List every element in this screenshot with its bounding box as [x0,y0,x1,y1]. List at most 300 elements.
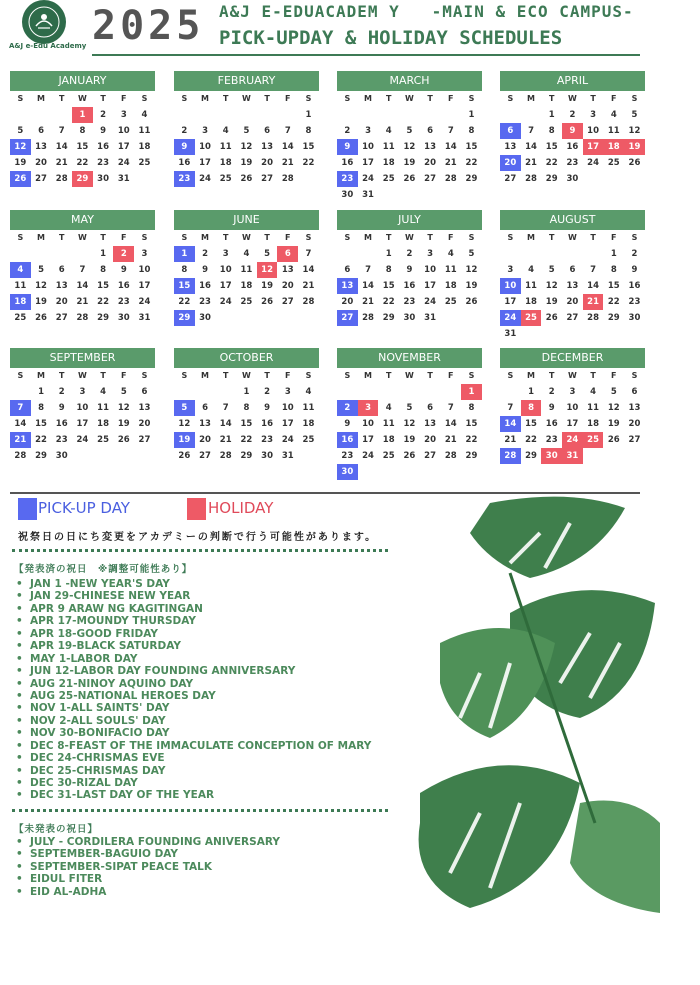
empty-day-cell [113,448,134,464]
month-november [337,348,482,480]
day-cell: 24 [76,435,89,445]
pickup-day-cell: 20 [500,155,521,171]
week-row [337,432,482,448]
week-row [337,262,482,278]
empty-day-cell [603,448,624,464]
week-row [337,278,482,294]
day-cell: 7 [365,265,371,275]
week-row [500,416,645,432]
month-header: AUGUST [500,210,645,230]
day-cell: 31 [504,329,517,339]
empty-day-cell [337,107,358,123]
day-cell: 5 [243,126,250,136]
academy-title: A&J E-EDUACADEM Y -MAIN & ECO CAMPUS- [219,2,634,21]
day-cell: 3 [590,110,597,120]
day-cell: 1 [610,249,617,259]
month-december [500,348,645,464]
day-cell: 8 [79,126,86,136]
holiday-list-item: • DEC 31-LAST DAY OF THE YEAR [16,789,371,801]
header-divider [92,54,640,56]
week-row [10,262,155,278]
day-cell: 24 [117,158,130,168]
day-cell: 22 [465,158,478,168]
day-cell: 3 [365,126,371,136]
empty-day-cell [420,187,441,203]
day-cell: 18 [302,419,315,429]
weekday-label: W [404,94,414,103]
day-cell: 13 [35,142,47,152]
day-cell: 6 [58,265,65,275]
weekday-label: S [507,233,514,242]
day-cell: 17 [362,435,374,445]
day-cell: 6 [202,403,208,413]
day-cell: 27 [199,451,211,461]
holiday-day-cell: 1 [72,107,93,123]
day-cell: 18 [219,158,232,168]
month-may [10,210,155,326]
week-row [337,171,482,187]
week-row [337,123,482,139]
day-cell: 23 [545,435,558,445]
empty-day-cell [500,107,521,123]
day-cell: 11 [138,126,151,136]
day-cell: 5 [468,249,475,259]
holiday-list-item: • DEC 30-RIZAL DAY [16,777,371,789]
day-cell: 9 [264,403,271,413]
day-cell: 15 [240,419,253,429]
week-row [500,123,645,139]
holiday-list-item: • EIDUL FITER [16,873,280,885]
pickup-day-cell: 13 [337,278,358,294]
holiday-list-item: • DEC 8-FEAST OF THE IMMACULATE CONCEPTION OF MARY [16,740,371,752]
day-cell: 21 [76,297,89,307]
day-cell: 30 [97,174,110,184]
weekday-label: W [241,371,251,380]
empty-day-cell [461,187,482,203]
day-cell: 17 [281,419,294,429]
empty-day-cell [521,107,542,123]
weekday-header-row [337,230,482,246]
schedule-title: PICK-UPDAY & HOLIDAY SCHEDULES [219,27,563,49]
day-cell: 14 [14,419,27,429]
day-cell: 12 [628,126,641,136]
day-cell: 25 [14,313,27,323]
day-cell: 27 [35,174,47,184]
week-row [337,187,482,203]
week-row [174,107,319,123]
day-cell: 15 [525,419,537,429]
week-row [10,294,155,310]
weekday-label: S [631,233,638,242]
day-cell: 19 [240,158,253,168]
week-row [10,171,155,187]
day-cell: 31 [281,451,294,461]
weekday-label: T [264,233,270,242]
day-cell: 3 [79,387,86,397]
pickup-day-cell: 28 [500,448,521,464]
day-cell: 26 [403,174,416,184]
empty-day-cell [541,246,562,262]
week-row [337,448,482,464]
day-cell: 17 [76,419,89,429]
day-cell: 17 [117,142,130,152]
day-cell: 13 [566,281,579,291]
month-june [174,210,319,326]
empty-day-cell [583,246,604,262]
day-cell: 10 [138,265,151,275]
month-header: APRIL [500,71,645,91]
empty-day-cell [440,464,461,480]
weekday-label: T [100,233,106,242]
holiday-day-cell: 29 [72,171,93,187]
day-cell: 7 [222,403,229,413]
day-cell: 5 [38,265,44,275]
day-cell: 5 [548,265,555,275]
week-row [337,384,482,400]
week-row [10,384,155,400]
day-cell: 11 [97,403,110,413]
day-cell: 6 [344,265,351,275]
unannounced-holidays-list [16,836,280,898]
day-cell: 29 [545,174,558,184]
weekday-label: M [201,371,210,380]
day-cell: 31 [138,313,151,323]
day-cell: 29 [35,451,47,461]
day-cell: 24 [362,451,374,461]
day-cell: 12 [607,403,620,413]
day-cell: 25 [97,435,110,445]
day-cell: 18 [382,158,395,168]
weekday-label: M [201,233,210,242]
day-cell: 20 [424,158,437,168]
week-row [500,278,645,294]
day-cell: 21 [55,158,68,168]
day-cell: 10 [199,142,211,152]
day-cell: 20 [566,297,579,307]
empty-day-cell [277,107,298,123]
weekday-label: F [121,233,127,242]
day-cell: 24 [199,174,211,184]
weekday-label: T [590,233,596,242]
day-cell: 3 [141,249,148,259]
day-cell: 2 [406,249,413,259]
day-cell: 1 [385,249,392,259]
pickup-day-cell: 18 [10,294,31,310]
day-cell: 28 [14,451,27,461]
weekday-label: M [37,371,46,380]
day-cell: 11 [219,142,232,152]
day-cell: 25 [444,297,457,307]
pickup-day-cell: 10 [500,278,521,294]
day-cell: 15 [76,142,89,152]
empty-day-cell [399,107,420,123]
empty-day-cell [461,464,482,480]
pickup-legend-label: PICK-UP DAY [38,499,130,517]
holiday-day-cell: 18 [603,139,624,155]
day-cell: 6 [141,387,148,397]
pickup-day-cell: 15 [174,278,195,294]
holiday-list-item: • APR 9 ARAW NG KAGITINGAN [16,603,371,615]
weekday-label: M [364,94,373,103]
empty-day-cell [298,310,319,326]
weekday-header-row [500,230,645,246]
weekday-label: S [468,233,475,242]
week-row [10,448,155,464]
empty-day-cell [134,171,155,187]
day-cell: 19 [403,435,416,445]
day-cell: 15 [607,281,620,291]
month-header: FEBRUARY [174,71,319,91]
day-cell: 22 [302,158,315,168]
month-header: JANUARY [10,71,155,91]
weekday-label: W [77,371,87,380]
day-cell: 10 [76,403,89,413]
day-cell: 26 [545,313,558,323]
day-cell: 12 [178,419,191,429]
empty-day-cell [236,107,257,123]
day-cell: 26 [240,174,253,184]
weekday-label: T [427,371,433,380]
day-cell: 20 [55,297,68,307]
weekday-label: W [241,94,251,103]
day-cell: 30 [261,451,274,461]
week-row [337,400,482,416]
day-cell: 4 [528,265,534,275]
weekday-label: F [611,94,617,103]
pickup-day-cell: 26 [10,171,31,187]
holiday-day-cell: 12 [257,262,278,278]
day-cell: 26 [403,451,416,461]
empty-day-cell [440,310,461,326]
day-cell: 13 [504,142,517,152]
holiday-list-item: • JUN 12-LABOR DAY FOUNDING ANNIVERSARY [16,665,371,677]
day-cell: 9 [202,265,208,275]
day-cell: 18 [382,435,395,445]
week-row [337,416,482,432]
day-cell: 2 [202,249,208,259]
holiday-list-item: • JAN 1 -NEW YEAR'S DAY [16,578,371,590]
day-cell: 26 [178,451,191,461]
holiday-day-cell: 21 [583,294,604,310]
day-cell: 25 [240,297,253,307]
day-cell: 25 [382,451,395,461]
day-cell: 25 [382,174,395,184]
weekday-label: S [181,233,188,242]
weekday-label: S [305,371,312,380]
day-cell: 26 [607,435,620,445]
weekday-label: M [37,233,46,242]
pickup-day-cell: 23 [337,171,358,187]
day-cell: 30 [55,451,68,461]
empty-day-cell [236,310,257,326]
day-cell: 5 [631,110,638,120]
announced-divider [12,549,388,552]
day-cell: 11 [240,265,253,275]
pickup-day-cell: 19 [174,432,195,448]
day-cell: 22 [178,297,191,307]
day-cell: 7 [305,249,312,259]
empty-day-cell [358,464,379,480]
empty-day-cell [624,326,645,342]
day-cell: 2 [569,110,576,120]
weekday-label: T [385,94,392,103]
day-cell: 4 [243,249,250,259]
empty-day-cell [195,107,216,123]
weekday-header-row [174,91,319,107]
day-cell: 7 [447,403,454,413]
day-cell: 19 [14,158,27,168]
day-cell: 4 [141,110,148,120]
empty-day-cell [358,107,379,123]
holiday-list-item: • NOV 30-BONIFACIO DAY [16,727,371,739]
weekday-header-row [500,368,645,384]
day-cell: 23 [341,451,354,461]
empty-day-cell [72,448,93,464]
pickup-day-cell: 27 [337,310,358,326]
day-cell: 2 [58,387,65,397]
holiday-day-cell: 30 [541,448,562,464]
day-cell: 4 [590,387,597,397]
weekday-label: F [611,233,617,242]
weekday-label: M [201,94,210,103]
day-cell: 8 [243,403,250,413]
empty-day-cell [583,448,604,464]
day-cell: 15 [35,419,47,429]
day-cell: 11 [302,403,315,413]
weekday-label: F [121,371,127,380]
day-cell: 28 [444,451,457,461]
week-row [500,107,645,123]
empty-day-cell [134,448,155,464]
day-cell: 16 [341,158,354,168]
day-cell: 5 [406,126,413,136]
day-cell: 12 [465,265,478,275]
empty-day-cell [257,107,278,123]
day-cell: 1 [468,110,475,120]
day-cell: 20 [261,158,274,168]
day-cell: 31 [117,174,130,184]
day-cell: 24 [281,435,294,445]
day-cell: 7 [284,126,291,136]
pickup-day-cell: 12 [10,139,31,155]
weekday-label: M [364,371,373,380]
day-cell: 8 [610,265,617,275]
day-cell: 21 [362,297,374,307]
day-cell: 17 [424,281,437,291]
weekday-label: T [548,233,555,242]
weekday-label: T [58,371,65,380]
holiday-list-item: • EID AL-ADHA [16,886,280,898]
week-row [10,310,155,326]
day-cell: 30 [199,313,211,323]
holiday-legend-label: HOLIDAY [208,499,274,517]
weekday-label: F [285,94,291,103]
day-cell: 3 [284,387,291,397]
day-cell: 16 [55,419,68,429]
holiday-day-cell: 2 [113,246,134,262]
holiday-list-item: • APR 18-GOOD FRIDAY [16,628,371,640]
weekday-label: T [58,233,65,242]
day-cell: 6 [631,387,638,397]
holiday-day-cell: 9 [562,123,583,139]
empty-day-cell [337,246,358,262]
day-cell: 22 [240,435,253,445]
holiday-list-item: • AUG 21-NINOY AQUINO DAY [16,678,371,690]
weekday-label: S [141,371,148,380]
day-cell: 16 [199,281,211,291]
day-cell: 23 [117,297,130,307]
day-cell: 31 [424,313,437,323]
weekday-label: S [344,371,351,380]
empty-day-cell [378,187,399,203]
day-cell: 21 [219,435,232,445]
day-cell: 28 [302,297,315,307]
holiday-day-cell: 25 [583,432,604,448]
day-cell: 20 [341,297,354,307]
day-cell: 2 [631,249,638,259]
weekday-label: F [448,233,454,242]
week-row [10,139,155,155]
pickup-day-cell: 7 [10,400,31,416]
day-cell: 27 [261,174,274,184]
day-cell: 22 [465,435,478,445]
month-january [10,71,155,187]
day-cell: 8 [548,126,555,136]
day-cell: 15 [382,281,395,291]
day-cell: 3 [222,249,229,259]
empty-day-cell [358,246,379,262]
day-cell: 13 [281,265,294,275]
month-header: OCTOBER [174,348,319,368]
weekday-label: M [527,94,536,103]
day-cell: 14 [525,142,537,152]
week-row [10,123,155,139]
month-march [337,71,482,203]
pickup-day-cell: 24 [500,310,521,326]
day-cell: 4 [610,110,617,120]
week-row [174,246,319,262]
week-row [174,262,319,278]
day-cell: 16 [628,281,641,291]
day-cell: 12 [117,403,130,413]
month-header: MAY [10,210,155,230]
day-cell: 17 [199,158,211,168]
day-cell: 3 [569,387,576,397]
day-cell: 5 [17,126,24,136]
day-cell: 29 [465,451,478,461]
week-row [174,310,319,326]
week-row [10,246,155,262]
day-cell: 16 [261,419,274,429]
holiday-day-cell: 17 [583,139,604,155]
week-row [174,416,319,432]
day-cell: 14 [55,142,68,152]
day-cell: 19 [35,297,47,307]
day-cell: 10 [424,265,437,275]
empty-day-cell [440,187,461,203]
weekday-label: T [100,371,106,380]
pickup-day-cell: 30 [337,464,358,480]
empty-day-cell [378,384,399,400]
day-cell: 5 [264,249,271,259]
empty-day-cell [257,310,278,326]
day-cell: 21 [281,158,294,168]
weekday-label: M [364,233,373,242]
empty-day-cell [583,326,604,342]
day-cell: 17 [219,281,232,291]
day-cell: 27 [504,174,517,184]
day-cell: 26 [628,158,641,168]
